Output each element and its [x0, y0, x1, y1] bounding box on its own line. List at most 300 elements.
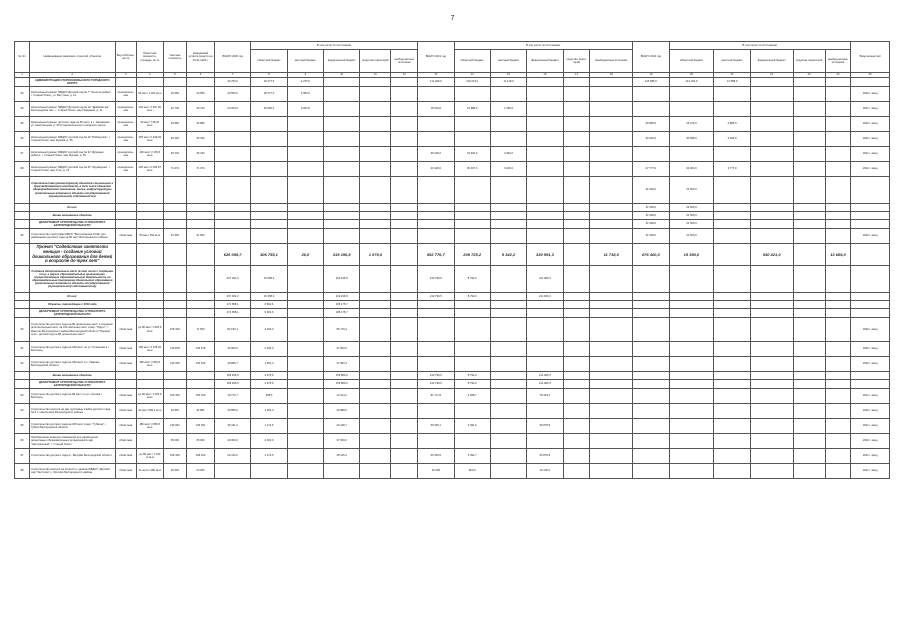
table-cell — [563, 389, 590, 404]
table-cell: 211 006,3 — [527, 372, 563, 380]
table-cell — [115, 204, 136, 212]
table-cell — [163, 372, 187, 380]
column-number: 7 — [214, 73, 250, 78]
table-cell: 1 172,5 — [251, 449, 287, 464]
header-local-2022: местный бюджет — [714, 50, 750, 73]
table-cell — [418, 132, 454, 147]
column-number: 25 — [851, 73, 890, 78]
table-cell — [750, 162, 793, 177]
table-cell — [825, 102, 851, 117]
table-cell: областная — [115, 229, 136, 244]
table-cell: 108 400 — [163, 318, 187, 342]
table-cell: 6 962,6 — [251, 301, 287, 309]
table-cell — [714, 266, 750, 293]
table-cell — [793, 293, 825, 301]
table-cell: 105 400 — [187, 389, 215, 404]
table-cell — [418, 212, 454, 220]
table-cell — [590, 78, 633, 87]
table-cell — [391, 301, 418, 309]
table-cell: 126 585,0 — [633, 78, 669, 87]
table-cell: 220 мест 2 067,00 кв.м — [136, 102, 163, 117]
table-cell: областная — [115, 357, 136, 372]
table-cell: 35 230,0 — [418, 147, 454, 162]
table-cell — [136, 78, 163, 87]
table-cell — [714, 204, 750, 212]
table-cell: 20 000,0 — [251, 102, 287, 117]
table-cell — [391, 293, 418, 301]
table-cell — [825, 357, 851, 372]
table-cell — [851, 309, 890, 318]
table-cell — [251, 220, 287, 229]
table-cell: 3 777,0 — [714, 162, 750, 177]
table-cell — [187, 380, 215, 389]
table-row — [15, 419, 890, 434]
table-cell — [825, 78, 851, 87]
table-cell: 1 266,0 — [251, 404, 287, 419]
header-ownership: Вид собствен-ности — [115, 42, 136, 73]
table-cell — [391, 229, 418, 244]
column-number: 2 — [29, 73, 115, 78]
table-cell — [563, 162, 590, 177]
column-number: 20 — [669, 73, 714, 78]
table-cell: 28 145,4 — [324, 449, 360, 464]
table-cell — [391, 102, 418, 117]
table-cell — [187, 78, 215, 87]
table-cell — [454, 342, 490, 357]
table-cell — [115, 293, 136, 301]
table-cell — [793, 244, 825, 266]
table-cell — [287, 177, 323, 204]
table-cell — [490, 404, 526, 419]
table-cell — [590, 318, 633, 342]
table-cell — [563, 244, 590, 266]
table-cell — [287, 220, 323, 229]
table-cell: 136 543 — [187, 357, 215, 372]
table-cell — [590, 293, 633, 301]
table-cell — [163, 293, 187, 301]
row-number-cell — [15, 301, 30, 309]
table-cell — [287, 266, 323, 293]
object-name-cell: Капитальный ремонт МБДОУ Детский сад № 16 "Дюймовочка" Белгородская обл., г. Старый Оскол, мкр Парковый, д. 21 — [29, 102, 115, 117]
table-cell: областная — [115, 419, 136, 434]
table-cell — [360, 87, 391, 102]
table-cell — [454, 301, 490, 309]
table-cell: 30 311,2 — [214, 419, 250, 434]
object-name-cell: Строительство пристройки МБОУ "Бессоновская СОШ" для размещения детского сада на 50 мест Белгородского района — [29, 229, 115, 244]
table-cell: 8 792,0 — [454, 372, 490, 380]
table-cell — [214, 464, 250, 479]
row-number-cell — [15, 244, 30, 266]
header-no: № п/п — [15, 42, 30, 73]
table-cell — [418, 117, 454, 132]
row-number-cell: 94 — [15, 102, 30, 117]
table-cell: 50 мест 748,34 кв.м — [136, 117, 163, 132]
table-cell: 153 880,9 — [324, 372, 360, 380]
column-number: 8 — [251, 73, 287, 78]
table-cell — [825, 229, 851, 244]
table-cell: 211 006,3 — [527, 380, 563, 389]
table-cell: 13 686,0 — [825, 244, 851, 266]
table-cell: 20 203,0 — [214, 102, 250, 117]
table-cell — [136, 177, 163, 204]
object-name-cell: Создание дополнительных мест (в том числе с созданием п.т.р. и других образовательных организациях, осуществляющих образовательную деятельность по образовательным программам дошкольного образования (капитальные вложения в объекты государственной (муниципальной) собственности)) — [29, 266, 115, 293]
table-cell — [360, 147, 391, 162]
table-cell — [793, 147, 825, 162]
row-number-cell — [15, 293, 30, 301]
table-cell — [115, 78, 136, 87]
row-number-cell — [15, 220, 30, 229]
table-cell — [714, 87, 750, 102]
table-cell — [793, 204, 825, 212]
table-cell — [793, 434, 825, 449]
table-cell — [187, 301, 215, 309]
table-cell: 71 500 — [187, 318, 215, 342]
table-cell — [669, 380, 714, 389]
table-row — [15, 449, 890, 464]
table-cell — [490, 117, 526, 132]
table-cell: 2021 г. ввод — [851, 449, 890, 464]
table-cell — [669, 147, 714, 162]
header-federal-2020: федеральный бюджет — [324, 50, 360, 73]
object-name-cell: Приобретение нежилых помещений для размещения дошкольных образовательных организаций в мкр. "Центральный", г. Старый Оскол — [29, 434, 115, 449]
object-name-cell: Капитальный ремонт МБДОУ детский сад № 32 "Дружные ребята", г. Старый Оскол, мкр Жукова, д. 35 — [29, 147, 115, 162]
table-cell — [590, 309, 633, 318]
table-cell — [714, 318, 750, 342]
table-cell — [391, 404, 418, 419]
table-cell — [187, 212, 215, 220]
table-cell: 40 740 — [187, 102, 215, 117]
column-number: 11 — [360, 73, 391, 78]
table-cell — [490, 372, 526, 380]
table-cell — [669, 342, 714, 357]
table-cell — [590, 372, 633, 380]
table-cell: 540 421,0 — [750, 244, 793, 266]
table-cell — [590, 220, 633, 229]
table-row — [15, 117, 890, 132]
table-cell: 18 477,0 — [251, 87, 287, 102]
table-cell — [214, 117, 250, 132]
table-cell — [454, 220, 490, 229]
table-cell — [590, 212, 633, 220]
table-cell — [360, 449, 391, 464]
table-cell — [851, 204, 890, 212]
column-number: 3 — [115, 73, 136, 78]
table-cell — [750, 147, 793, 162]
table-cell: 209 725,2 — [454, 244, 490, 266]
object-name-cell: ДЕПАРТАМЕНТ СТРОИТЕЛЬСТВА И ТРАНСПОРТА БЕЛГОРОДСКОЙ ОБЛАСТИ — [29, 309, 115, 318]
table-cell — [750, 132, 793, 147]
table-cell: 114 193,0 — [669, 78, 714, 87]
table-cell: 20 000 — [163, 464, 187, 479]
header-local-2021: местный бюджет — [490, 50, 526, 73]
table-cell: 40 мест 686,4 кв.м — [136, 404, 163, 419]
table-cell — [391, 78, 418, 87]
table-cell — [825, 266, 851, 293]
table-cell — [793, 404, 825, 419]
table-cell — [324, 204, 360, 212]
table-cell — [750, 102, 793, 117]
table-cell — [563, 204, 590, 212]
table-cell: 105 400 — [163, 389, 187, 404]
table-cell — [490, 389, 526, 404]
object-name-cell: Проект "Содействие занятости женщин - создание условий дошкольного образования для детей в возрасте до трех лет" — [29, 244, 115, 266]
table-cell — [563, 293, 590, 301]
table-cell — [391, 357, 418, 372]
table-cell — [669, 404, 714, 419]
table-cell: 37 600,0 — [324, 434, 360, 449]
table-cell — [287, 301, 323, 309]
table-cell: 200 мест 2 093,87 кв.м — [136, 162, 163, 177]
table-cell: 2020 г. ввод — [851, 342, 890, 357]
table-cell: 103 213,0 — [454, 78, 490, 87]
table-cell — [490, 87, 526, 102]
table-cell — [714, 102, 750, 117]
row-number-cell: 98 — [15, 464, 30, 479]
table-cell — [214, 229, 250, 244]
table-cell: 81 717,8 — [418, 389, 454, 404]
table-cell — [563, 372, 590, 380]
table-cell: 136 061 — [163, 419, 187, 434]
table-cell — [251, 147, 287, 162]
table-cell — [360, 301, 391, 309]
table-cell — [825, 318, 851, 342]
table-cell — [391, 87, 418, 102]
table-cell — [750, 212, 793, 220]
column-number: 14 — [454, 73, 490, 78]
table-cell: 4 375,6 — [251, 380, 287, 389]
table-cell — [633, 372, 669, 380]
table-cell — [527, 204, 563, 212]
table-cell: 34 881 — [187, 404, 215, 419]
table-cell — [633, 301, 669, 309]
row-number-cell — [15, 309, 30, 318]
table-cell — [851, 266, 890, 293]
table-section-row — [15, 301, 890, 309]
table-cell — [187, 266, 215, 293]
table-cell: муниципаль-ная — [115, 87, 136, 102]
row-number-cell — [15, 177, 30, 204]
row-number-cell — [15, 212, 30, 220]
row-number-cell: 93 — [15, 389, 30, 404]
table-cell — [714, 244, 750, 266]
table-cell: областная — [115, 464, 136, 479]
table-cell — [115, 266, 136, 293]
table-cell — [793, 301, 825, 309]
table-cell — [324, 147, 360, 162]
row-number-cell — [15, 380, 30, 389]
table-cell — [669, 293, 714, 301]
table-cell — [287, 372, 323, 380]
table-cell: 20 550,0 — [214, 87, 250, 102]
row-number-cell: 95 — [15, 117, 30, 132]
table-cell — [136, 220, 163, 229]
object-name-cell: Строительство (реконструкция) объектов социального и производственного комплексов, в том числе объектов общегражданского назначения, жилья, инфраструктуры (капитальные вложения в объекты государственной (муниципальной) собственности) — [29, 177, 115, 204]
table-cell: областная — [115, 404, 136, 419]
table-cell: 15 258,3 — [251, 266, 287, 293]
table-cell: 136 065 — [163, 357, 187, 372]
header-offbudget-2021: внебюджетные источники — [590, 50, 633, 73]
table-cell — [825, 177, 851, 204]
table-cell: 319 196,8 — [324, 293, 360, 301]
table-cell — [714, 419, 750, 434]
table-cell — [590, 117, 633, 132]
table-cell — [287, 464, 323, 479]
table-section-row — [15, 220, 890, 229]
object-name-cell: Из них: — [29, 204, 115, 212]
row-number-cell: 92 — [15, 357, 30, 372]
table-cell: 49 895,7 — [214, 357, 250, 372]
header-expected-remainder: Ожидаемый остаток средств на 01.01.2020 г. — [187, 42, 215, 73]
table-cell: 31 500,0 — [669, 204, 714, 212]
table-cell: 26 070,0 — [669, 117, 714, 132]
table-cell — [851, 372, 890, 380]
table-cell — [527, 102, 563, 117]
table-cell: 111 299,0 — [418, 78, 454, 87]
table-cell — [633, 434, 669, 449]
table-cell: 458,5 — [251, 389, 287, 404]
table-cell — [714, 380, 750, 389]
table-cell — [590, 266, 633, 293]
table-cell: 3 202,5 — [287, 102, 323, 117]
table-cell — [287, 309, 323, 318]
table-cell — [825, 301, 851, 309]
table-cell: 18 019,0 — [418, 102, 454, 117]
row-number-cell — [15, 372, 30, 380]
table-cell — [187, 204, 215, 212]
table-section-row — [15, 372, 890, 380]
table-cell — [851, 380, 890, 389]
row-number-cell — [15, 78, 30, 87]
table-cell — [136, 372, 163, 380]
table-cell: 35 230 — [187, 147, 215, 162]
table-cell — [851, 78, 890, 87]
column-number: 5 — [163, 73, 187, 78]
table-cell — [418, 204, 454, 212]
table-cell — [418, 357, 454, 372]
header-territories-2021: средства терри-торий — [563, 50, 590, 73]
table-cell — [714, 147, 750, 162]
table-cell: областная — [115, 318, 136, 342]
table-cell — [563, 266, 590, 293]
table-cell: 12 588,0 — [714, 78, 750, 87]
table-cell — [454, 404, 490, 419]
object-name-cell: Строительство корпуса на две групповые ячейки детского сада № 6 с. Никольское Белгородского района — [29, 404, 115, 419]
table-cell: 26 882 — [187, 117, 215, 132]
table-cell — [490, 357, 526, 372]
table-cell — [360, 309, 391, 318]
table-cell — [750, 204, 793, 212]
table-cell — [825, 434, 851, 449]
table-cell — [633, 419, 669, 434]
table-cell — [490, 309, 526, 318]
table-cell — [214, 204, 250, 212]
table-cell: областная — [115, 449, 136, 464]
table-cell — [324, 464, 360, 479]
table-cell — [825, 419, 851, 434]
table-cell: 65 000 — [163, 434, 187, 449]
table-cell — [563, 132, 590, 147]
table-cell — [490, 301, 526, 309]
table-cell — [287, 434, 323, 449]
table-cell: 11 718,0 — [590, 244, 633, 266]
object-name-cell: Строительство корпуса на 21 место к зданию МБДОУ "Детский сад "Ласточка" с. Хохлово Белгородского района — [29, 464, 115, 479]
table-cell — [750, 220, 793, 229]
table-cell — [750, 87, 793, 102]
table-cell — [793, 266, 825, 293]
table-cell — [633, 293, 669, 301]
table-cell — [669, 266, 714, 293]
object-name-cell: Капитальный ремонт детского сада на 50 мест, в с. Незнамово, ул. Центральная, д. 50 Старооскольского городского округа — [29, 117, 115, 132]
table-cell — [825, 464, 851, 479]
table-cell — [490, 449, 526, 464]
header-commissioning: Ввод мощностей — [851, 42, 890, 73]
column-number: 4 — [136, 73, 163, 78]
table-cell — [793, 309, 825, 318]
table-cell — [360, 266, 391, 293]
table-cell: муниципаль-ная — [115, 162, 136, 177]
table-cell — [714, 389, 750, 404]
table-cell — [454, 177, 490, 204]
table-cell: 2020 г. ввод — [851, 404, 890, 419]
table-section-row — [15, 309, 890, 318]
table-cell — [563, 147, 590, 162]
table-row — [15, 162, 890, 177]
table-cell — [825, 212, 851, 220]
table-cell: 337 454,0 — [214, 266, 250, 293]
table-cell: областная — [115, 434, 136, 449]
table-cell: 2022 г. ввод — [851, 132, 890, 147]
table-cell — [669, 309, 714, 318]
object-name-cell: Объекты, переходящие с 2019 года — [29, 301, 115, 309]
table-cell — [527, 132, 563, 147]
header-total-2022: ВСЕГО 2022 год — [633, 42, 669, 73]
table-cell: 2 391,7 — [454, 449, 490, 464]
table-cell: областная — [115, 342, 136, 357]
table-cell: 50 мест 450 кв.м — [136, 229, 163, 244]
table-row — [15, 464, 890, 479]
table-cell — [391, 266, 418, 293]
table-cell — [391, 318, 418, 342]
table-cell — [136, 309, 163, 318]
table-cell: 211 006,3 — [527, 266, 563, 293]
table-cell — [563, 229, 590, 244]
table-cell — [527, 117, 563, 132]
table-cell — [633, 102, 669, 117]
table-row — [15, 147, 890, 162]
table-cell — [825, 204, 851, 212]
table-row — [15, 342, 890, 357]
table-cell — [163, 266, 187, 293]
table-cell — [324, 229, 360, 244]
table-cell — [360, 464, 391, 479]
table-body — [15, 78, 890, 479]
table-cell — [251, 204, 287, 212]
table-row — [15, 357, 890, 372]
table-cell: 159 256,6 — [214, 372, 250, 380]
table-cell: муниципаль-ная — [115, 117, 136, 132]
table-cell — [490, 342, 526, 357]
table-cell — [669, 372, 714, 380]
table-cell — [251, 117, 287, 132]
table-cell — [714, 372, 750, 380]
table-cell: 4 275,5 — [287, 78, 323, 87]
header-name: Наименование заказчика, отраслей, объектов — [29, 42, 115, 73]
table-cell: 56 878,5 — [527, 419, 563, 434]
table-cell: 1 172,5 — [251, 419, 287, 434]
table-cell — [391, 212, 418, 220]
table-cell: 330 591,3 — [527, 244, 563, 266]
table-cell — [454, 318, 490, 342]
